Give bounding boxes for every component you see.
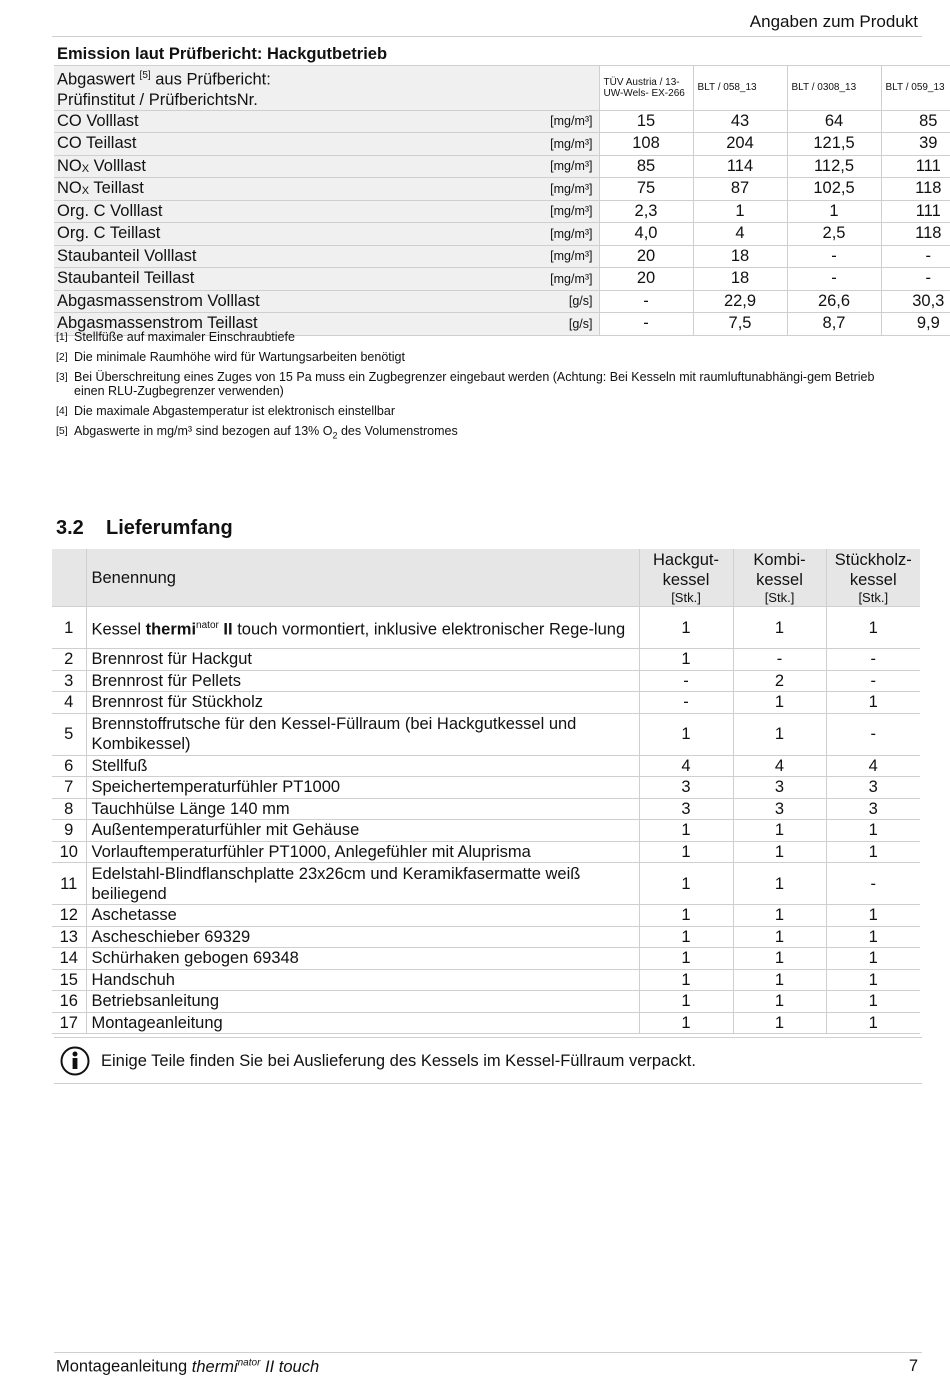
emission-value: - [881, 268, 950, 291]
row-value: 3 [733, 777, 826, 799]
emission-row-unit: [mg/m³] [491, 200, 599, 223]
row-value: 1 [733, 948, 826, 970]
row-number: 4 [52, 692, 86, 714]
emission-value: 7,5 [693, 313, 787, 336]
footnotes [56, 330, 906, 449]
row-number: 14 [52, 948, 86, 970]
header-rule [52, 36, 922, 37]
emission-row-unit: [mg/m³] [491, 223, 599, 246]
emission-row-unit: [mg/m³] [491, 155, 599, 178]
emission-value: 18 [693, 268, 787, 291]
footnote [56, 424, 906, 443]
footnote-text: Stellfüße auf maximaler Einschraubtiefe [74, 330, 295, 344]
row-value: 1 [826, 905, 920, 927]
page-number: 7 [908, 1357, 918, 1375]
info-text: Einige Teile finden Sie bei Auslieferung des Kessels im Kessel-Füllraum verpackt. [101, 1052, 696, 1070]
row-value: 1 [733, 905, 826, 927]
emission-value: 2,3 [599, 200, 693, 223]
row-value: 2 [733, 670, 826, 692]
row-name: Montageanleitung [86, 1012, 639, 1034]
emission-value: 1 [787, 200, 881, 223]
emission-row-orgc-teillast [54, 223, 950, 246]
row-value: 1 [826, 948, 920, 970]
row-value: 3 [639, 777, 733, 799]
row-number: 11 [52, 863, 86, 905]
row-value: 1 [733, 607, 826, 649]
emission-value: 4 [693, 223, 787, 246]
section-heading [56, 517, 233, 540]
row-number: 5 [52, 713, 86, 755]
row-value: 1 [733, 1012, 826, 1034]
source-blt-0308: BLT / 0308_13 [787, 66, 881, 111]
row-value: 4 [639, 755, 733, 777]
header-section-title: Angaben zum Produkt [749, 12, 918, 31]
footnote-text: Bei Überschreitung eines Zuges von 15 Pa muss ein Zugbegrenzer eingebaut werden (Achtung: Bei Kesseln mit raumluftunabhängi-gem Betrieb einen RLU-Zugbegrenzer verwenden) [74, 370, 875, 398]
page-header [52, 0, 922, 38]
emission-row-unit: [mg/m³] [491, 178, 599, 201]
delivery-row [52, 607, 920, 649]
row-value: 1 [639, 948, 733, 970]
emission-value: 43 [693, 110, 787, 133]
emission-value: - [881, 245, 950, 268]
row-value: 3 [826, 798, 920, 820]
source-label: Abgaswert [5] aus Prüfbericht: Prüfinstitut / PrüfberichtsNr. [54, 66, 599, 111]
emission-value: 85 [881, 110, 950, 133]
emission-row-unit: [mg/m³] [491, 268, 599, 291]
row-value: 1 [639, 607, 733, 649]
delivery-row [52, 670, 920, 692]
row-value: 1 [639, 863, 733, 905]
row-value: 1 [826, 991, 920, 1013]
delivery-row [52, 905, 920, 927]
row-number: 2 [52, 649, 86, 671]
emission-value: 2,5 [787, 223, 881, 246]
emission-row-label: $NO_X$ Volllast [54, 155, 491, 178]
row-name: Tauchhülse Länge 140 mm [86, 798, 639, 820]
row-value: 4 [733, 755, 826, 777]
row-number: 6 [52, 755, 86, 777]
row-name: Betriebsanleitung [86, 991, 639, 1013]
delivery-row [52, 926, 920, 948]
row-value: 1 [733, 692, 826, 714]
page-footer [54, 1352, 922, 1376]
header-hackgutkessel: Hackgut- kessel [Stk.] [639, 549, 733, 607]
footnote [56, 350, 906, 364]
row-value: - [826, 649, 920, 671]
source-blt-059: BLT / 059_13 [881, 66, 950, 111]
delivery-row [52, 777, 920, 799]
emission-row-massenstrom-volllast [54, 290, 950, 313]
delivery-row [52, 969, 920, 991]
row-number: 1 [52, 607, 86, 649]
emission-value: 87 [693, 178, 787, 201]
emission-row-orgc-volllast [54, 200, 950, 223]
emission-row-staub-volllast [54, 245, 950, 268]
emission-row-staub-teillast [54, 268, 950, 291]
header-stueckholzkessel: Stückholz- kessel [Stk.] [826, 549, 920, 607]
delivery-header-row [52, 549, 920, 607]
row-value: 1 [733, 713, 826, 755]
row-number: 15 [52, 969, 86, 991]
row-number: 3 [52, 670, 86, 692]
row-name: Kessel thermi$^{nator}$ II touch vormontiert, inklusive elektronischer Rege-lung [86, 607, 639, 649]
footnote-text: Abgaswerte in mg/m³ sind bezogen auf 13% $O_2$ des Volumenstromes [74, 424, 458, 441]
header-kombikessel: Kombi- kessel [Stk.] [733, 549, 826, 607]
row-name: Brennrost für Pellets [86, 670, 639, 692]
row-name: Handschuh [86, 969, 639, 991]
emission-table-title: Emission laut Prüfbericht: Hackgutbetrieb [54, 43, 950, 66]
section-number: 3.2 [56, 517, 84, 539]
row-value: 1 [639, 905, 733, 927]
row-value: 1 [826, 1012, 920, 1034]
delivery-row [52, 841, 920, 863]
delivery-row [52, 991, 920, 1013]
emission-row-label: Staubanteil Teillast [54, 268, 491, 291]
row-value: 1 [733, 820, 826, 842]
row-name: Ascheschieber 69329 [86, 926, 639, 948]
emission-value: 108 [599, 133, 693, 156]
emission-row-label: CO Teillast [54, 133, 491, 156]
delivery-row [52, 755, 920, 777]
delivery-row [52, 798, 920, 820]
emission-value: 18 [693, 245, 787, 268]
row-value: 1 [733, 841, 826, 863]
delivery-row [52, 948, 920, 970]
header-nr-cell [52, 549, 86, 607]
row-name: Stellfuß [86, 755, 639, 777]
delivery-row [52, 1012, 920, 1034]
emission-row-label: Org. C Volllast [54, 200, 491, 223]
info-icon [60, 1046, 90, 1076]
emission-value: 118 [881, 223, 950, 246]
row-value: 3 [639, 798, 733, 820]
emission-value: 111 [881, 155, 950, 178]
delivery-row [52, 820, 920, 842]
row-value: 1 [733, 863, 826, 905]
emission-row-nox-volllast [54, 155, 950, 178]
row-number: 16 [52, 991, 86, 1013]
row-value: - [733, 649, 826, 671]
row-name: Brennrost für Stückholz [86, 692, 639, 714]
delivery-row [52, 713, 920, 755]
emission-value: - [599, 313, 693, 336]
row-number: 7 [52, 777, 86, 799]
emission-row-nox-teillast [54, 178, 950, 201]
delivery-row [52, 692, 920, 714]
emission-row-label: Abgasmassenstrom Volllast [54, 290, 491, 313]
emission-value: 121,5 [787, 133, 881, 156]
emission-row-label: Abgasmassenstrom Teillast [54, 313, 491, 336]
row-value: 1 [639, 820, 733, 842]
row-value: 1 [639, 841, 733, 863]
footnote-text: Die minimale Raumhöhe wird für Wartungsarbeiten benötigt [74, 350, 405, 364]
row-value: 4 [826, 755, 920, 777]
emission-value: - [787, 245, 881, 268]
emission-row-label: Staubanteil Volllast [54, 245, 491, 268]
header-name: Benennung [86, 549, 639, 607]
row-number: 17 [52, 1012, 86, 1034]
info-box [54, 1037, 922, 1084]
emission-value: 114 [693, 155, 787, 178]
emission-value: 20 [599, 268, 693, 291]
row-name: Aschetasse [86, 905, 639, 927]
row-value: 1 [826, 607, 920, 649]
row-value: 1 [826, 692, 920, 714]
footnote-ref: [1] [56, 331, 68, 343]
row-number: 12 [52, 905, 86, 927]
row-number: 10 [52, 841, 86, 863]
row-value: 1 [826, 969, 920, 991]
row-value: 1 [639, 969, 733, 991]
footnote [56, 330, 906, 344]
emission-value: 20 [599, 245, 693, 268]
row-name: Schürhaken gebogen 69348 [86, 948, 639, 970]
emission-row-label: $NO_X$ Teillast [54, 178, 491, 201]
row-name: Außentemperaturfühler mit Gehäuse [86, 820, 639, 842]
row-value: 1 [733, 926, 826, 948]
emission-row-unit: [g/s] [491, 313, 599, 336]
emission-value: 30,3 [881, 290, 950, 313]
source-tuev: TÜV Austria / 13-UW-Wels- EX-266 [599, 66, 693, 111]
emission-value: 26,6 [787, 290, 881, 313]
emission-value: 204 [693, 133, 787, 156]
row-value: - [826, 670, 920, 692]
row-value: 1 [639, 1012, 733, 1034]
emission-row-label: CO Volllast [54, 110, 491, 133]
delivery-table [52, 549, 920, 1034]
row-value: 1 [733, 969, 826, 991]
emission-table [54, 43, 950, 336]
row-value: 1 [639, 991, 733, 1013]
row-number: 8 [52, 798, 86, 820]
emission-value: 112,5 [787, 155, 881, 178]
footer-doc-title: Montageanleitung thermi$^{nator}$ II touch [56, 1357, 320, 1376]
row-value: 1 [826, 926, 920, 948]
source-label-footnote-ref: [5] [139, 70, 151, 81]
emission-row-co-volllast [54, 110, 950, 133]
emission-row-unit: [mg/m³] [491, 133, 599, 156]
row-value: 1 [826, 841, 920, 863]
row-value: 1 [639, 649, 733, 671]
footnote-ref: [3] [56, 371, 68, 383]
row-name: Vorlauftemperaturfühler PT1000, Anlegefühler mit Aluprisma [86, 841, 639, 863]
emission-value: - [599, 290, 693, 313]
row-value: 1 [826, 820, 920, 842]
emission-value: 22,9 [693, 290, 787, 313]
emission-value: 64 [787, 110, 881, 133]
emission-row-unit: [mg/m³] [491, 245, 599, 268]
emission-source-row [54, 66, 950, 111]
row-name: Speichertemperaturfühler PT1000 [86, 777, 639, 799]
row-value: 3 [826, 777, 920, 799]
emission-value: 15 [599, 110, 693, 133]
emission-row-unit: [mg/m³] [491, 110, 599, 133]
emission-value: 111 [881, 200, 950, 223]
emission-title-row [54, 43, 950, 66]
emission-value: 9,9 [881, 313, 950, 336]
row-value: 1 [733, 991, 826, 1013]
emission-value: 85 [599, 155, 693, 178]
delivery-row [52, 649, 920, 671]
row-value: - [639, 670, 733, 692]
footnote-ref: [4] [56, 405, 68, 417]
row-value: 1 [639, 926, 733, 948]
row-value: - [826, 713, 920, 755]
footnote-ref: [5] [56, 425, 68, 437]
emission-row-unit: [g/s] [491, 290, 599, 313]
row-value: 3 [733, 798, 826, 820]
row-name: Edelstahl-Blindflanschplatte 23x26cm und Keramikfasermatte weiß beiliegend [86, 863, 639, 905]
row-name: Brennstoffrutsche für den Kessel-Füllraum (bei Hackgutkessel und Kombikessel) [86, 713, 639, 755]
footnote-text: Die maximale Abgastemperatur ist elektronisch einstellbar [74, 404, 395, 418]
emission-value: 102,5 [787, 178, 881, 201]
footnote [56, 370, 906, 398]
footnote-ref: [2] [56, 351, 68, 363]
emission-value: 75 [599, 178, 693, 201]
emission-value: 4,0 [599, 223, 693, 246]
source-blt-058: BLT / 058_13 [693, 66, 787, 111]
section-title: Lieferumfang [106, 517, 233, 539]
delivery-row [52, 863, 920, 905]
emission-value: 39 [881, 133, 950, 156]
row-value: 1 [639, 713, 733, 755]
row-value: - [826, 863, 920, 905]
row-number: 13 [52, 926, 86, 948]
emission-value: 1 [693, 200, 787, 223]
emission-value: - [787, 268, 881, 291]
row-number: 9 [52, 820, 86, 842]
emission-row-co-teillast [54, 133, 950, 156]
row-value: - [639, 692, 733, 714]
emission-value: 118 [881, 178, 950, 201]
emission-value: 8,7 [787, 313, 881, 336]
footnote [56, 404, 906, 418]
emission-row-label: Org. C Teillast [54, 223, 491, 246]
row-name: Brennrost für Hackgut [86, 649, 639, 671]
